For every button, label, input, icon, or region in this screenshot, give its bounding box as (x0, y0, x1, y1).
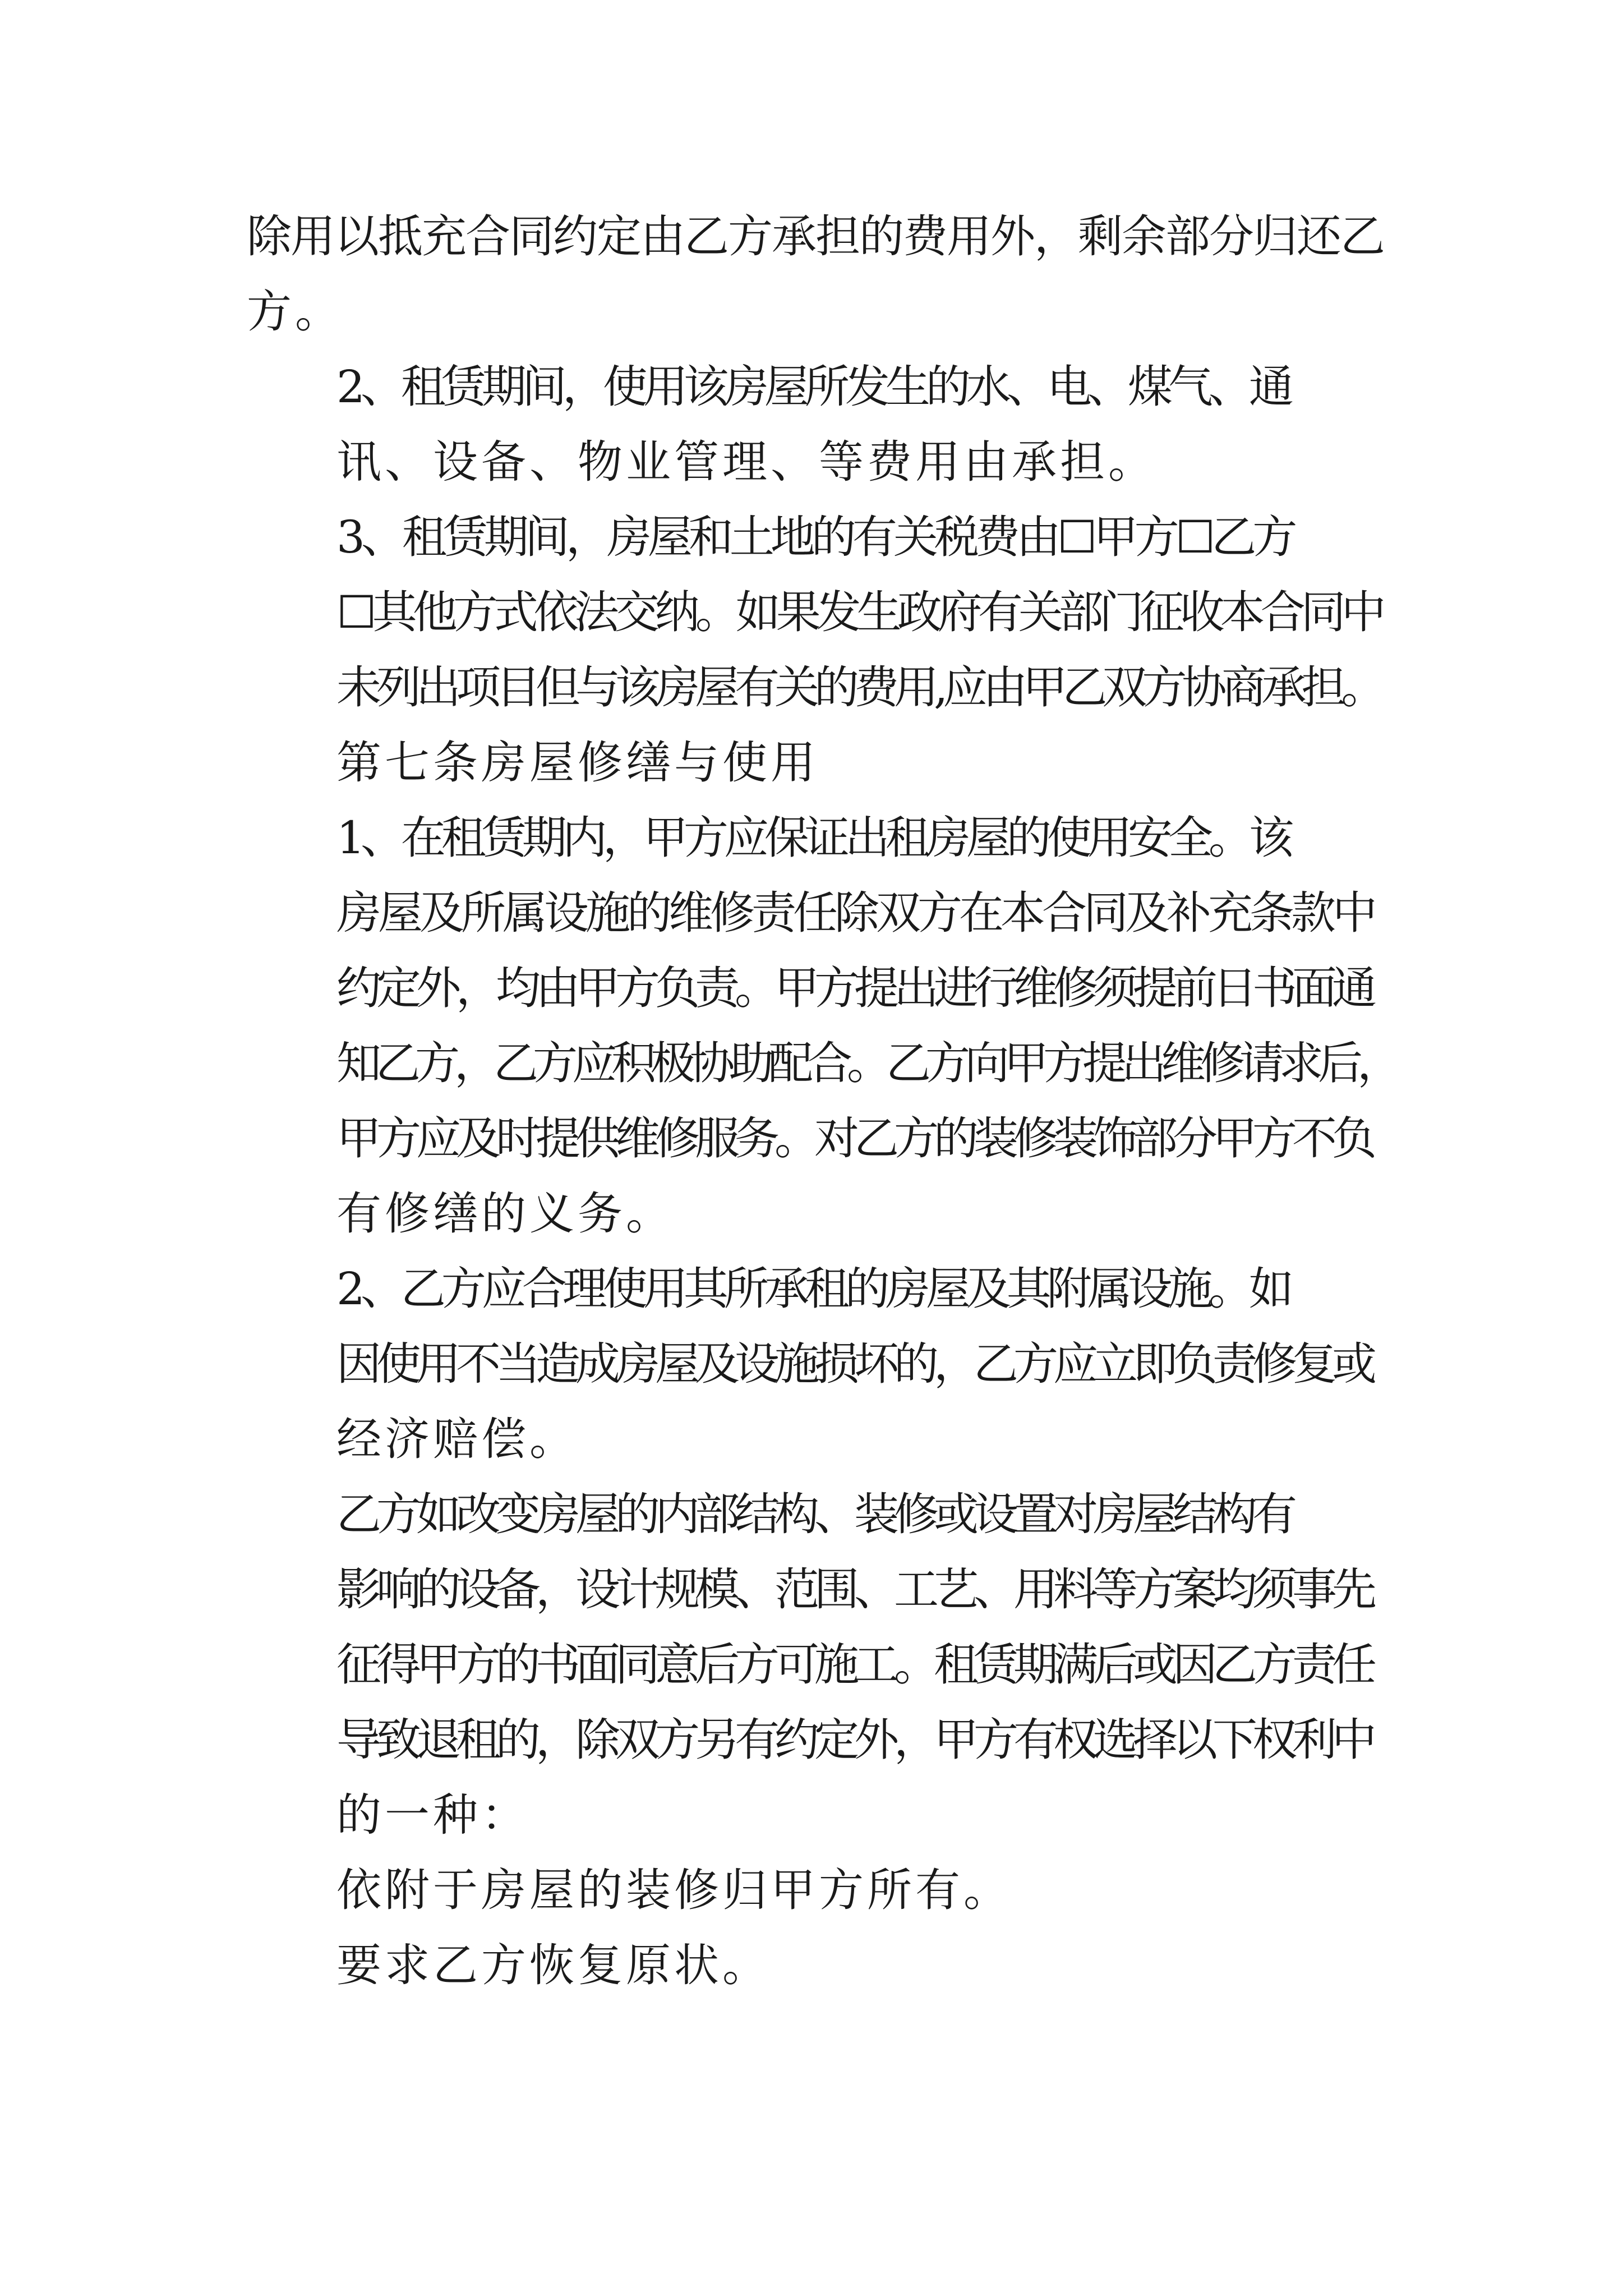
text-line: 知乙方，乙方应积极协助配合。乙方向甲方提出维修请求后， (336, 1037, 1396, 1089)
text-line: 3、租赁期间，房屋和土地的有关税费由☐甲方☐乙方 (336, 511, 1294, 563)
text-line: ☐其他方式依法交纳。如果发生政府有关部门征收本合同中 (336, 586, 1382, 638)
text-line: 乙方如改变房屋的内部结构、装修或设置对房屋结构有 (336, 1488, 1292, 1540)
paragraph-utility-fees (247, 349, 1385, 500)
paragraph-deposit-refund (247, 199, 1385, 349)
text-line: 1、在租赁期内，甲方应保证出租房屋的使用安全。该 (336, 812, 1289, 864)
text-line: 导致退租的，除双方另有约定外，甲方有权选择以下权利中 (336, 1714, 1372, 1766)
paragraph-structural-changes (247, 1477, 1385, 1853)
paragraph-option-attach (247, 1853, 1385, 1928)
text-line: 2、乙方应合理使用其所承租的房屋及其附属设施。如 (336, 1263, 1289, 1315)
text-line: 未列出项目但与该房屋有关的费用,应由甲乙双方协商承担。 (336, 661, 1381, 714)
text-line: 有修缮的义务。 (336, 1188, 674, 1240)
text-line: 第七条房屋修缮与使用 (336, 737, 819, 789)
document-body (247, 199, 1396, 2003)
text-line: 依附于房屋的装修归甲方所有。 (336, 1864, 1012, 1916)
text-line: 2、租赁期间，使用该房屋所发生的水、电、煤气、通 (336, 361, 1289, 413)
paragraph-option-restore (247, 1928, 1385, 2003)
text-line: 除用以抵充合同约定由乙方承担的费用外，剩余部分归还乙 (247, 210, 1384, 263)
text-line: 的一种： (336, 1789, 529, 1841)
paragraph-repair-responsibility (247, 800, 1396, 1251)
text-line: 方。 (247, 286, 343, 338)
text-line: 甲方应及时提供维修服务。对乙方的装修装饰部分甲方不负 (336, 1112, 1372, 1165)
section-heading-article-7 (247, 725, 1385, 800)
text-line: 讯、设备、物业管理、等费用由承担。 (336, 436, 1156, 488)
text-line: 影响的设备，设计规模、范围、工艺、用料等方案均须事先 (336, 1563, 1372, 1616)
text-line: 要求乙方恢复原状。 (336, 1939, 771, 1991)
paragraph-proper-use (247, 1251, 1385, 1477)
text-line: 约定外，均由甲方负责。甲方提出进行维修须提前日书面通 (336, 962, 1372, 1014)
text-line: 房屋及所属设施的维修责任除双方在本合同及补充条款中 (336, 887, 1374, 939)
text-line: 经济赔偿。 (336, 1413, 578, 1465)
text-line: 征得甲方的书面同意后方可施工。租赁期满后或因乙方责任 (336, 1639, 1372, 1691)
text-line: 因使用不当造成房屋及设施损坏的，乙方应立即负责修复或 (336, 1338, 1372, 1390)
paragraph-taxes (247, 500, 1385, 725)
